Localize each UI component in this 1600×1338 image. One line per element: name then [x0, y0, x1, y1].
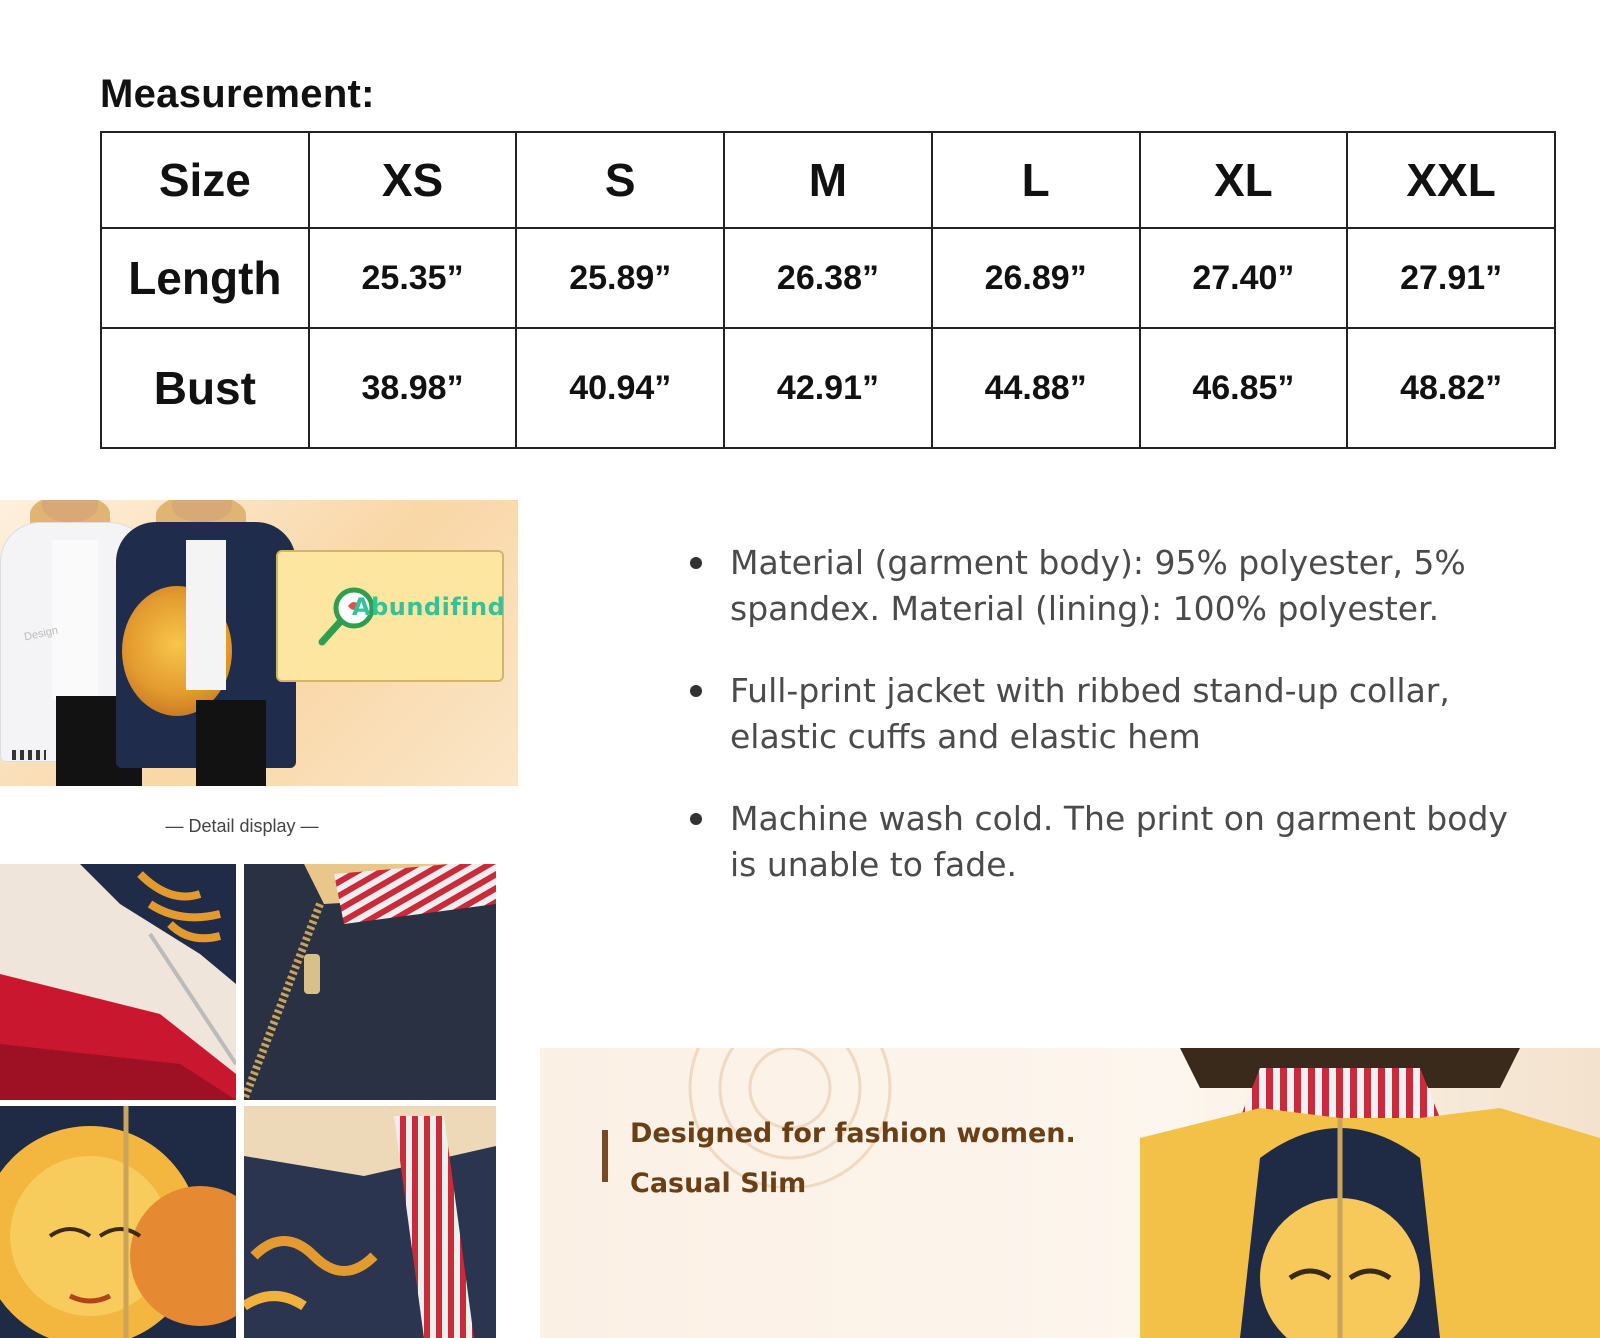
- bust-cell-xxl: 48.82”: [1347, 328, 1555, 448]
- header-cell-m: M: [724, 132, 932, 228]
- bust-cell-m: 42.91”: [724, 328, 932, 448]
- banner-watermark: Design: [23, 624, 60, 644]
- banner-subtitle: Casual Slim: [630, 1168, 807, 1199]
- header-cell-xl: XL: [1140, 132, 1348, 228]
- bust-cell-s: 40.94”: [516, 328, 724, 448]
- model-printed-jacket-closeup: [1140, 1048, 1600, 1338]
- bust-cell-xs: 38.98”: [309, 328, 517, 448]
- product-banner-image: [0, 500, 518, 786]
- banner-tagline: Designed for fashion women.: [630, 1118, 1076, 1149]
- bust-cell-xl: 46.85”: [1140, 328, 1348, 448]
- feature-care: Machine wash cold. The print on garment body is unable to fade.: [690, 796, 1530, 888]
- product-feature-list: [690, 540, 1530, 924]
- detail-photo-sleeve: [244, 1106, 496, 1338]
- feature-material: Material (garment body): 95% polyester, 5% spandex. Material (lining): 100% polyester.: [690, 540, 1530, 632]
- row-label-length: Length: [101, 228, 309, 328]
- size-chart-table: [100, 131, 1556, 449]
- length-cell-xs: 25.35”: [309, 228, 517, 328]
- brand-logo-text: Abundifind: [352, 593, 506, 621]
- accent-bar: [602, 1130, 608, 1182]
- length-cell-xxl: 27.91”: [1347, 228, 1555, 328]
- model-printed-jacket: [116, 500, 296, 786]
- header-cell-l: L: [932, 132, 1140, 228]
- table-row-bust: [101, 328, 1555, 448]
- feature-design: Full-print jacket with ribbed stand-up collar, elastic cuffs and elastic hem: [690, 668, 1530, 760]
- header-cell-s: S: [516, 132, 724, 228]
- bust-cell-l: 44.88”: [932, 328, 1140, 448]
- length-cell-l: 26.89”: [932, 228, 1140, 328]
- table-header-row: [101, 132, 1555, 228]
- detail-photo-cuff: [0, 864, 236, 1100]
- header-cell-size: Size: [101, 132, 309, 228]
- table-row-length: [101, 228, 1555, 328]
- header-cell-xxl: XXL: [1347, 132, 1555, 228]
- fashion-banner-image: [540, 1048, 1600, 1338]
- length-cell-m: 26.38”: [724, 228, 932, 328]
- row-label-bust: Bust: [101, 328, 309, 448]
- length-cell-xl: 27.40”: [1140, 228, 1348, 328]
- detail-photo-zipper: [244, 864, 496, 1100]
- detail-photo-sun-print: [0, 1106, 236, 1338]
- length-cell-s: 25.89”: [516, 228, 724, 328]
- header-cell-xs: XS: [309, 132, 517, 228]
- measurement-title: Measurement:: [100, 72, 375, 116]
- detail-display-caption: — Detail display —: [165, 816, 319, 836]
